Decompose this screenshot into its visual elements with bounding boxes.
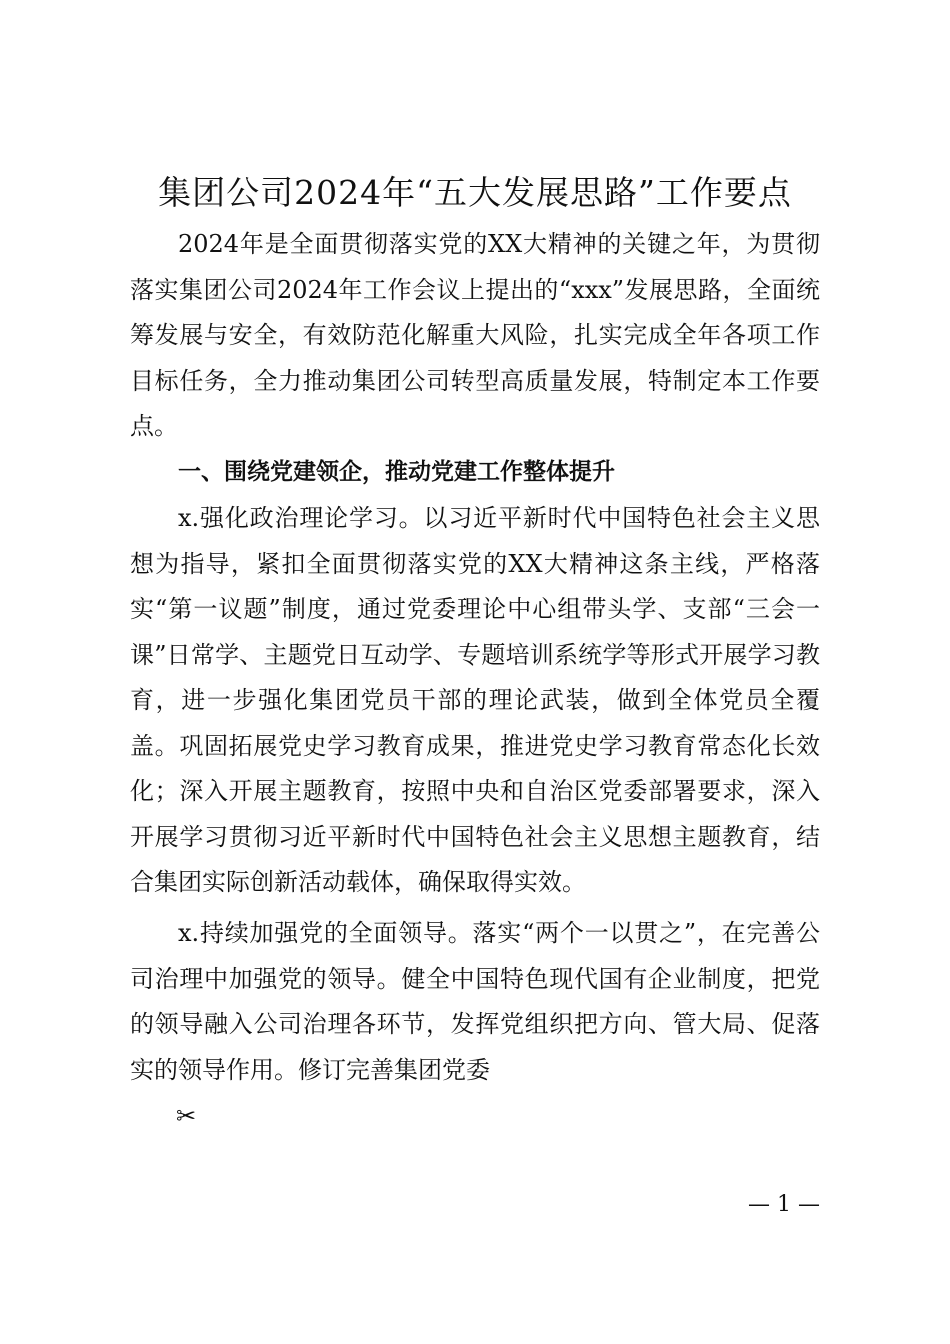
scissors-icon: ✂ <box>176 1102 197 1130</box>
page-number: — 1 — <box>748 1192 820 1217</box>
section-heading: 一、围绕党建领企，推动党建工作整体提升 <box>178 459 615 485</box>
intro-paragraph: 2024年是全面贯彻落实党的XX大精神的关键之年，为贯彻落实集团公司2024年工作会议上提出的“xxx”发展思路，全面统筹发展与安全，有效防范化解重大风险，扎实完成全年各项工作目标任务，全力推动集团公司转型高质量发展，特制定本工作要点。 <box>130 230 820 440</box>
paragraph-party-leadership: x.持续加强党的全面领导。落实“两个一以贯之”，在完善公司治理中加强党的领导。健全中国特色现代国有企业制度，把党的领导融入公司治理各环节，发挥党组织把方向、管大局、促落实的领导作用。修订完善集团党委 <box>130 919 820 1084</box>
document-title: 集团公司2024年“五大发展思路”工作要点 <box>158 173 792 212</box>
paragraph-political-theory: x.强化政治理论学习。以习近平新时代中国特色社会主义思想为指导，紧扣全面贯彻落实党的XX大精神这条主线，严格落实“第一议题”制度，通过党委理论中心组带头学、支部“三会一课”日常学、主题党日互动学、专题培训系统学等形式开展学习教育，进一步强化集团党员干部的理论武装，做到全体党员全覆盖。巩固拓展党史学习教育成果，推进党史学习教育常态化长效化；深入开展主题教育，按照中央和自治区党委部署要求，深入开展学习贯彻习近平新时代中国特色社会主义思想主题教育，结合集团实际创新活动载体，确保取得实效。 <box>130 504 820 896</box>
